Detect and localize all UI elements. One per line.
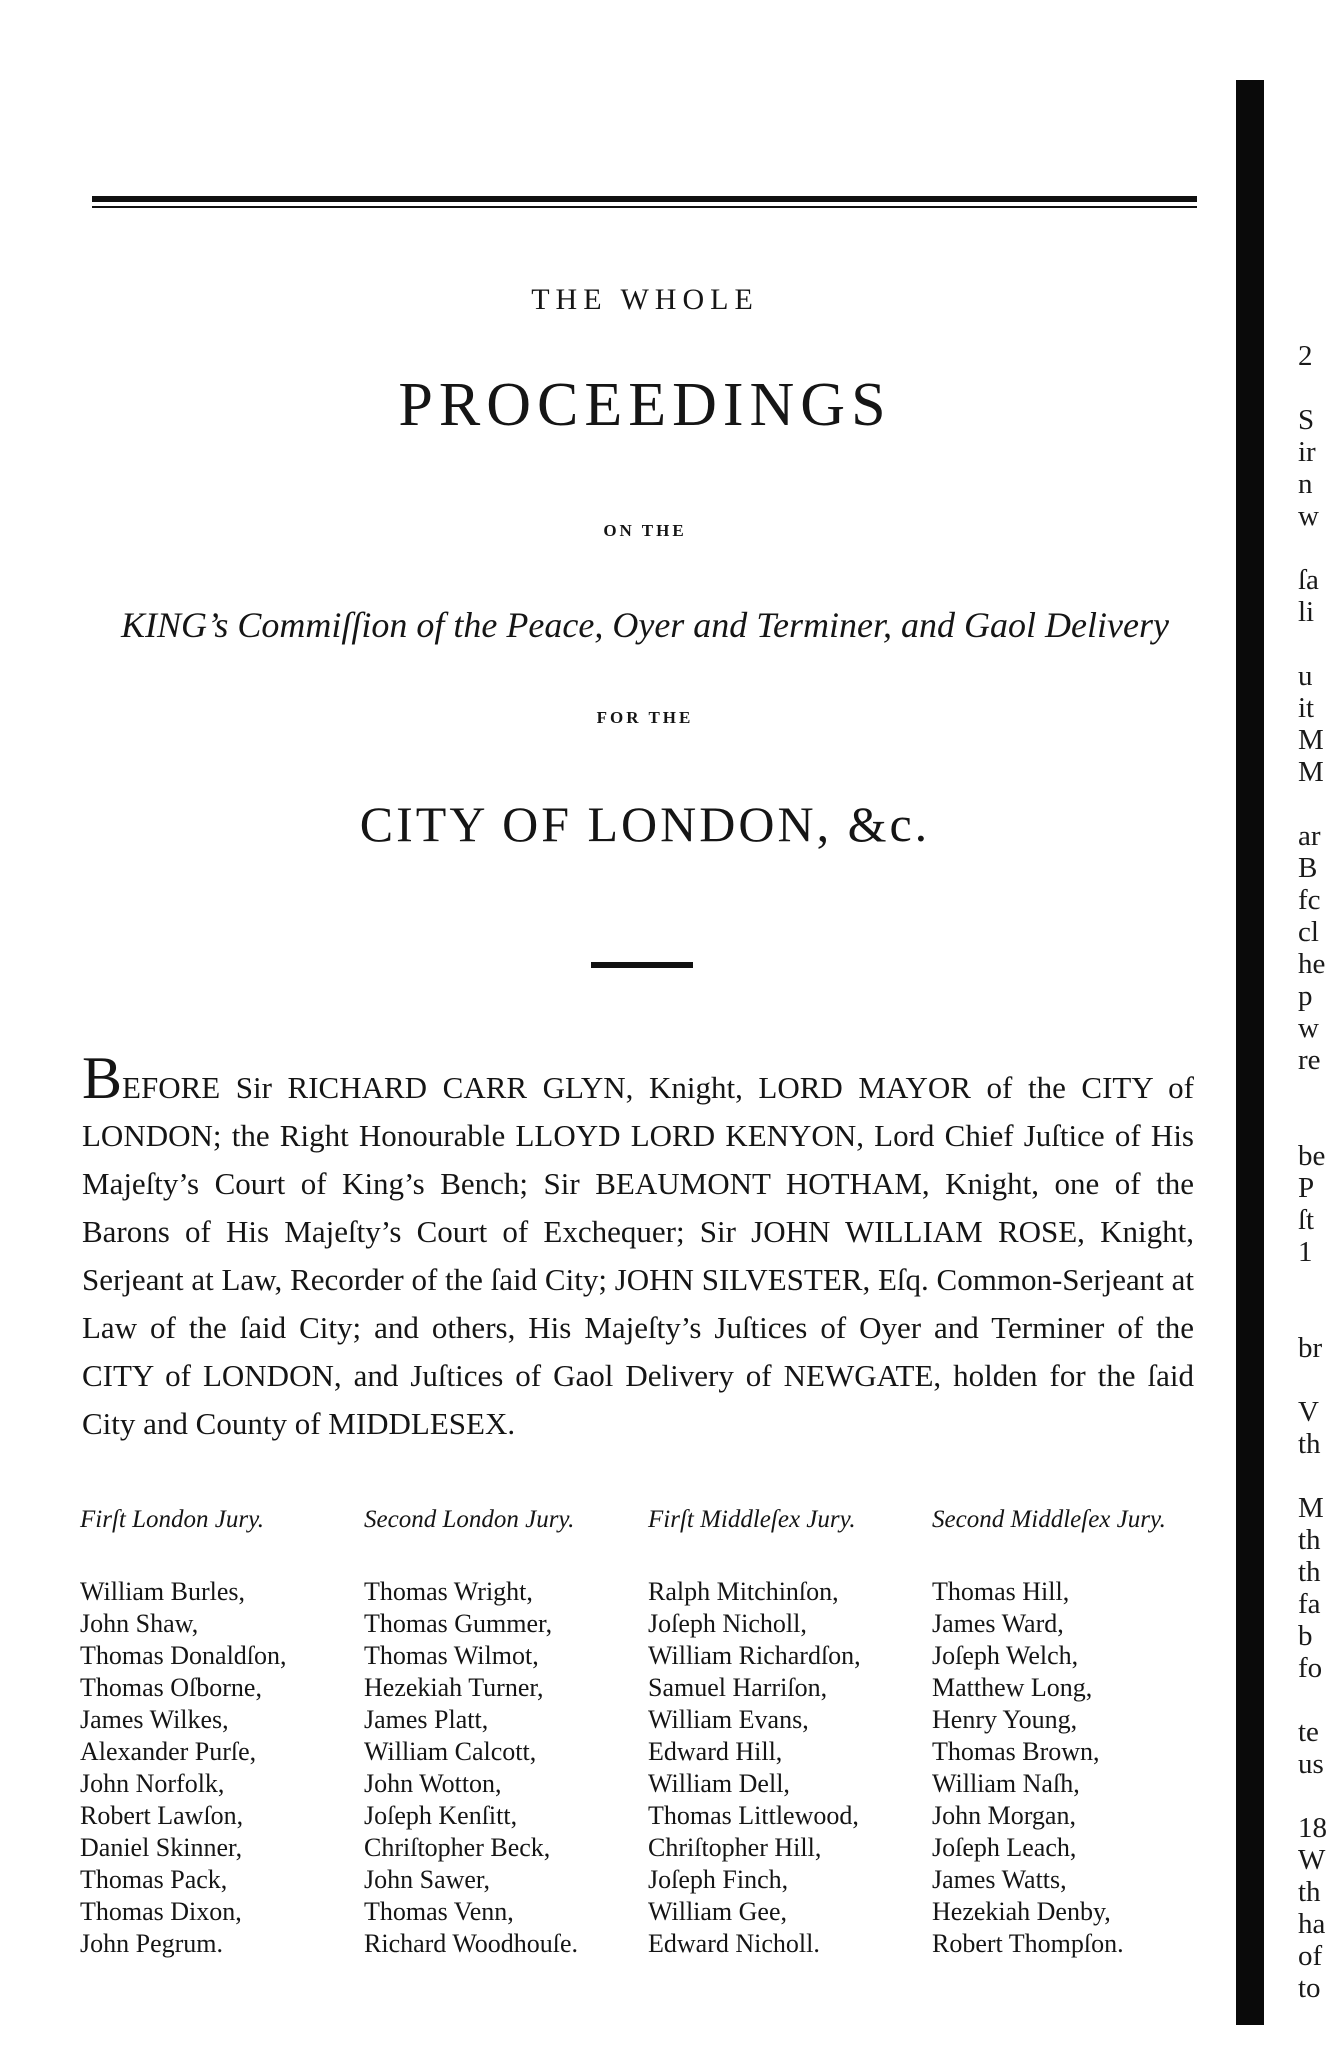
juror-name: William Naſh, bbox=[932, 1769, 1080, 1798]
title-the-whole: THE WHOLE bbox=[531, 283, 759, 316]
juror-name: Robert Lawſon, bbox=[80, 1801, 244, 1830]
juror-name: Hezekiah Turner, bbox=[364, 1673, 544, 1702]
juror-name: Thomas Wilmot, bbox=[364, 1641, 539, 1670]
juror-name: James Wilkes, bbox=[80, 1705, 229, 1734]
juror-name: Edward Hill, bbox=[648, 1737, 783, 1766]
juror-name: Alexander Purſe, bbox=[80, 1737, 257, 1766]
juror-name: William Calcott, bbox=[364, 1737, 537, 1766]
drop-cap: B bbox=[82, 1045, 123, 1111]
juror-name: Thomas Hill, bbox=[932, 1577, 1070, 1606]
juror-name: Robert Thompſon. bbox=[932, 1929, 1124, 1958]
juror-name: Thomas Oſborne, bbox=[80, 1673, 262, 1702]
juror-name: James Platt, bbox=[364, 1705, 489, 1734]
juror-name: Hezekiah Denby, bbox=[932, 1897, 1111, 1926]
juror-name: Thomas Brown, bbox=[932, 1737, 1100, 1766]
juror-name: James Watts, bbox=[932, 1865, 1067, 1894]
juror-name: Thomas Littlewood, bbox=[648, 1801, 859, 1830]
juror-name: Ralph Mitchinſon, bbox=[648, 1577, 839, 1606]
jury-heading: Firſt London Jury. bbox=[80, 1506, 265, 1533]
jury-heading: Firſt Middleſex Jury. bbox=[648, 1506, 856, 1533]
juror-name: Chriſtopher Beck, bbox=[364, 1833, 551, 1862]
juror-list bbox=[932, 1576, 1202, 1960]
section-divider bbox=[591, 962, 693, 968]
juror-name: Joſeph Welch, bbox=[932, 1641, 1079, 1670]
juror-name: William Burles, bbox=[80, 1577, 246, 1606]
jury-column bbox=[648, 1506, 918, 1960]
preamble-paragraph bbox=[82, 1045, 1194, 1448]
juror-name: Thomas Pack, bbox=[80, 1865, 228, 1894]
top-rule-thin bbox=[92, 206, 1197, 208]
preamble-text: EFORE Sir RICHARD CARR GLYN, Knight, LORD MAYOR of the CITY of LONDON; the Right Honourable LLOYD LORD KENYON, Lord Chief Juſtice of His Majeſty’s Court of King’s Bench; Sir BEAUMONT HOTHAM, Knight, one of the Barons of His Majeſty’s Court of Exchequer; Sir JOHN WILLIAM ROSE, Knight, Serjeant at Law, Recorder of the ſaid City; JOHN SILVESTER, Eſq. Common-Serjeant at Law of the ſaid City; and others, His Majeſty’s Juſtices of Oyer and Terminer of the CITY of LONDON, and Juſtices of Gaol Delivery of NEWGATE, holden for the ſaid City and County of MIDDLESEX. bbox=[82, 1070, 1194, 1441]
juror-name: William Richardſon, bbox=[648, 1641, 861, 1670]
juror-name: William Gee, bbox=[648, 1897, 788, 1926]
juror-name: John Morgan, bbox=[932, 1801, 1076, 1830]
title-proceedings: PROCEEDINGS bbox=[398, 371, 892, 439]
juror-name: Henry Young, bbox=[932, 1705, 1078, 1734]
juror-name: Edward Nicholl. bbox=[648, 1929, 820, 1958]
juror-name: William Dell, bbox=[648, 1769, 790, 1798]
juror-name: Joſeph Nicholl, bbox=[648, 1609, 807, 1638]
juror-name: Daniel Skinner, bbox=[80, 1833, 243, 1862]
juror-name: James Ward, bbox=[932, 1609, 1064, 1638]
juror-name: John Wotton, bbox=[364, 1769, 502, 1798]
jury-heading: Second London Jury. bbox=[364, 1506, 575, 1533]
juror-name: Joſeph Kenſitt, bbox=[364, 1801, 518, 1830]
juror-name: John Pegrum. bbox=[80, 1929, 223, 1958]
binding-shadow bbox=[1236, 80, 1264, 2025]
juror-name: Richard Woodhouſe. bbox=[364, 1929, 579, 1958]
title-for-the: FOR THE bbox=[596, 708, 694, 727]
juror-list bbox=[648, 1576, 918, 1960]
juror-name: William Evans, bbox=[648, 1705, 809, 1734]
title-commission: KING’s Commiſſion of the Peace, Oyer and Terminer, and Gaol Delivery bbox=[121, 605, 1169, 645]
juror-name: Thomas Dixon, bbox=[80, 1897, 242, 1926]
juror-name: Thomas Venn, bbox=[364, 1897, 514, 1926]
juror-list bbox=[80, 1576, 350, 1960]
jury-column bbox=[364, 1506, 634, 1960]
juror-name: John Sawer, bbox=[364, 1865, 491, 1894]
jury-heading: Second Middleſex Jury. bbox=[932, 1506, 1166, 1533]
facing-page-edge: 2 S ir n w ſa li u it M M ar B fc cl he p w re be P ſt 1 br V th M th th fa b fo te us 18 W th ha of to bbox=[1298, 340, 1327, 2004]
juror-name: Chriſtopher Hill, bbox=[648, 1833, 822, 1862]
juror-name: Thomas Gummer, bbox=[364, 1609, 553, 1638]
juror-name: Thomas Wright, bbox=[364, 1577, 533, 1606]
juror-name: Matthew Long, bbox=[932, 1673, 1093, 1702]
top-rule-thick bbox=[92, 196, 1197, 202]
juror-list bbox=[364, 1576, 634, 1960]
title-city-of-london: CITY OF LONDON, &c. bbox=[359, 796, 931, 852]
juror-name: John Shaw, bbox=[80, 1609, 199, 1638]
juror-name: Joſeph Leach, bbox=[932, 1833, 1077, 1862]
juror-name: Thomas Donaldſon, bbox=[80, 1641, 287, 1670]
jury-column bbox=[80, 1506, 350, 1960]
title-on-the: ON THE bbox=[603, 521, 687, 540]
jury-column bbox=[932, 1506, 1202, 1960]
juror-name: John Norfolk, bbox=[80, 1769, 225, 1798]
juror-name: Joſeph Finch, bbox=[648, 1865, 789, 1894]
juror-name: Samuel Harriſon, bbox=[648, 1673, 828, 1702]
